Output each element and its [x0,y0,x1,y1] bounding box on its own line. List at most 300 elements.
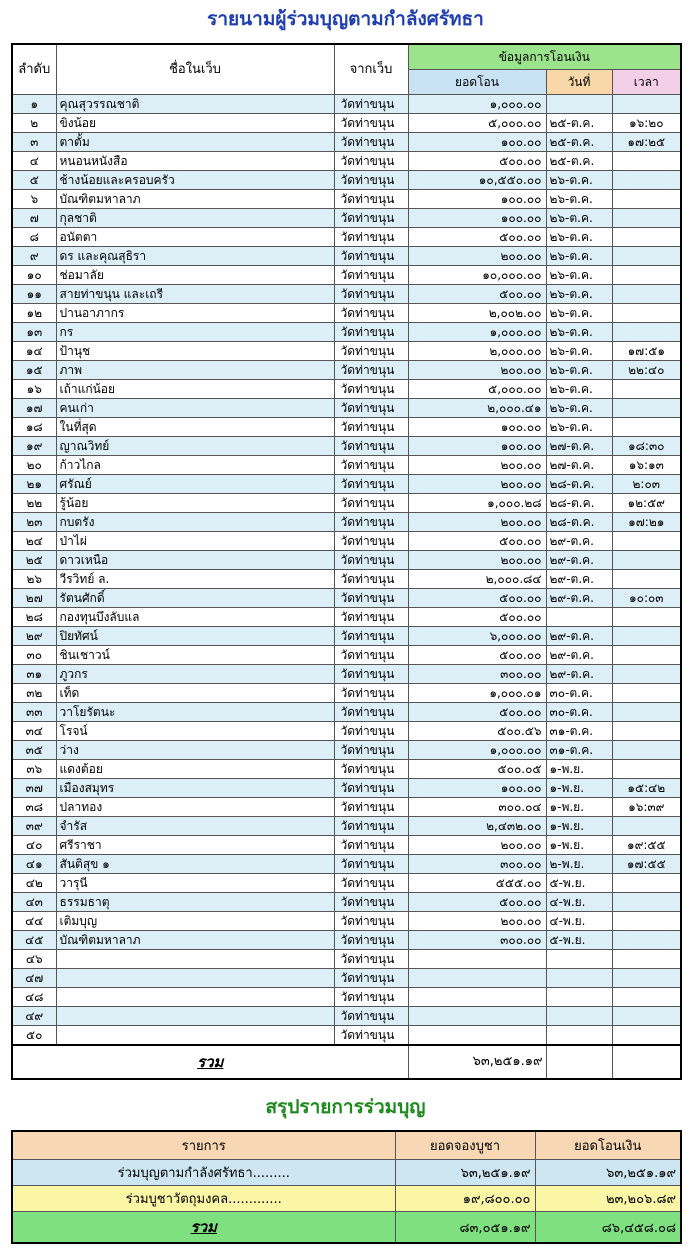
row-date: ๒๖-ต.ค. [546,323,612,342]
row-date: ๒๖-ต.ค. [546,304,612,323]
row-name [56,1026,334,1046]
row-time [612,171,681,190]
row-index: ๑๙ [12,437,56,456]
row-index: ๓๖ [12,760,56,779]
row-from: วัดท่าขนุน [334,988,408,1007]
row-amount: ๕๐๐.๐๐ [408,532,546,551]
summary-transferred: ๒๓,๒๐๖.๘๙ [535,1186,681,1212]
row-time [612,874,681,893]
row-date: ๒๙-ต.ค. [546,532,612,551]
row-index: ๓๓ [12,703,56,722]
row-name: ตาตั้ม [56,133,334,152]
row-name: บัณฑิตมหาลาภ [56,931,334,950]
table-row [12,760,681,779]
row-from: วัดท่าขนุน [334,760,408,779]
row-name: กุลชาติ [56,209,334,228]
row-index: ๙ [12,247,56,266]
row-from: วัดท่าขนุน [334,1026,408,1046]
row-name: กองทุนบึงลับแล [56,608,334,627]
row-amount: ๓๐๐.๐๐ [408,855,546,874]
row-amount: ๑๐๐.๐๐ [408,437,546,456]
table-row [12,969,681,988]
row-amount: ๓๐๐.๐๐ [408,665,546,684]
table-row [12,133,681,152]
row-from: วัดท่าขนุน [334,969,408,988]
table-row [12,836,681,855]
row-from: วัดท่าขนุน [334,342,408,361]
row-time [612,627,681,646]
row-from: วัดท่าขนุน [334,703,408,722]
table-row [12,171,681,190]
row-from: วัดท่าขนุน [334,950,408,969]
row-from: วัดท่าขนุน [334,684,408,703]
table-row [12,95,681,114]
row-time [612,722,681,741]
row-name: ภูวกร [56,665,334,684]
row-from: วัดท่าขนุน [334,285,408,304]
row-date [546,950,612,969]
row-time [612,703,681,722]
row-name: ขิงน้อย [56,114,334,133]
row-name: ช่อมาลัย [56,266,334,285]
row-amount: ๕๐๐.๐๐ [408,703,546,722]
table-row [12,931,681,950]
summary-row [12,1186,681,1212]
row-amount: ๑๐๐.๐๐ [408,133,546,152]
row-time [612,304,681,323]
row-time: ๑๗:๕๕ [612,855,681,874]
row-time: ๑๕:๔๒ [612,779,681,798]
row-from: วัดท่าขนุน [334,836,408,855]
row-date: ๕-พ.ย. [546,931,612,950]
table-row [12,285,681,304]
row-time [612,399,681,418]
row-index: ๓๕ [12,741,56,760]
row-amount: ๒๐๐.๐๐ [408,912,546,931]
row-time [612,893,681,912]
row-time: ๑๒:๕๙ [612,494,681,513]
row-name: ป่าไผ่ [56,532,334,551]
row-index: ๔๓ [12,893,56,912]
total-label: รวม [12,1045,408,1079]
row-from: วัดท่าขนุน [334,551,408,570]
row-from: วัดท่าขนุน [334,646,408,665]
table-row [12,741,681,760]
row-time: ๑๖:๑๓ [612,456,681,475]
row-amount: ๕๐๐.๐๐ [408,285,546,304]
row-amount: ๕,๐๐๐.๐๐ [408,380,546,399]
table-row [12,247,681,266]
table-row [12,779,681,798]
row-from: วัดท่าขนุน [334,266,408,285]
row-index: ๕๐ [12,1026,56,1046]
row-date [546,1026,612,1046]
row-amount: ๑๐๐.๐๐ [408,418,546,437]
row-amount: ๑,๐๐๐.๐๐ [408,323,546,342]
row-amount: ๒๐๐.๐๐ [408,361,546,380]
row-index: ๒๘ [12,608,56,627]
row-name: ปานอาภากร [56,304,334,323]
row-date: ๒๖-ต.ค. [546,247,612,266]
row-index: ๒๐ [12,456,56,475]
row-name: ชินเชาวน์ [56,646,334,665]
row-index: ๓๐ [12,646,56,665]
row-date: ๒๕-ต.ค. [546,133,612,152]
row-time [612,931,681,950]
row-index: ๔๗ [12,969,56,988]
row-time [612,969,681,988]
row-date: ๒๖-ต.ค. [546,399,612,418]
table-row [12,1007,681,1026]
row-amount [408,988,546,1007]
table-row [12,722,681,741]
summary-header-item: รายการ [12,1131,395,1160]
table-row [12,874,681,893]
row-index: ๑ [12,95,56,114]
row-date: ๒๖-ต.ค. [546,190,612,209]
row-name: ดร และคุณสุธิรา [56,247,334,266]
row-from: วัดท่าขนุน [334,190,408,209]
row-name: เถ้าแก่น้อย [56,380,334,399]
row-from: วัดท่าขนุน [334,380,408,399]
row-from: วัดท่าขนุน [334,532,408,551]
row-index: ๑๔ [12,342,56,361]
row-time: ๒:๐๓ [612,475,681,494]
table-row [12,513,681,532]
row-time [612,741,681,760]
row-name: วีรวิทย์ ล. [56,570,334,589]
row-date: ๒๙-ต.ค. [546,665,612,684]
row-amount: ๕๐๐.๐๐ [408,646,546,665]
row-name: อนัตตา [56,228,334,247]
row-time [612,190,681,209]
row-name: ปิยทัศน์ [56,627,334,646]
row-date: ๒๙-ต.ค. [546,589,612,608]
summary-table [11,1130,682,1244]
row-time [612,418,681,437]
table-row [12,589,681,608]
summary-transferred: ๖๓,๒๕๑.๑๙ [535,1160,681,1186]
row-amount: ๑,๐๐๐.๐๐ [408,741,546,760]
row-name: วาโยรัตนะ [56,703,334,722]
row-name: เท็ด [56,684,334,703]
summary-row [12,1160,681,1186]
row-amount: ๑๐,๐๐๐.๐๐ [408,266,546,285]
table-row [12,228,681,247]
row-amount: ๕๐๐.๐๐ [408,152,546,171]
row-index: ๔๔ [12,912,56,931]
row-amount: ๑๐๐.๐๐ [408,190,546,209]
row-amount: ๑,๐๐๐.๒๘ [408,494,546,513]
row-index: ๒๕ [12,551,56,570]
row-date: ๒๘-ต.ค. [546,475,612,494]
total-date-empty [546,1045,612,1079]
total-amount: ๖๓,๒๕๑.๑๙ [408,1045,546,1079]
row-date: ๒๘-ต.ค. [546,494,612,513]
row-time [612,380,681,399]
row-index: ๑๐ [12,266,56,285]
row-amount: ๑๐,๕๕๐.๐๐ [408,171,546,190]
row-time [612,266,681,285]
row-index: ๘ [12,228,56,247]
row-index: ๒๙ [12,627,56,646]
row-time: ๑๙:๕๕ [612,836,681,855]
row-amount [408,950,546,969]
row-name: ปลาทอง [56,798,334,817]
row-name: เมืองสมุทร [56,779,334,798]
row-name: ญาณวิทย์ [56,437,334,456]
row-date: ๒๙-ต.ค. [546,551,612,570]
row-index: ๑๘ [12,418,56,437]
row-time [612,152,681,171]
table-row [12,665,681,684]
table-row [12,988,681,1007]
row-amount: ๕๐๐.๐๐ [408,608,546,627]
table-row [12,627,681,646]
row-amount: ๒๐๐.๐๐ [408,247,546,266]
row-from: วัดท่าขนุน [334,893,408,912]
row-from: วัดท่าขนุน [334,361,408,380]
row-time [612,532,681,551]
row-index: ๓๗ [12,779,56,798]
row-from: วัดท่าขนุน [334,475,408,494]
row-name: บัณฑิตมหาลาภ [56,190,334,209]
summary-total-row [12,1212,681,1244]
row-amount: ๒๐๐.๐๐ [408,456,546,475]
row-date: ๓๐-ต.ค. [546,684,612,703]
row-index: ๓ [12,133,56,152]
row-time: ๑๐:๐๓ [612,589,681,608]
row-from: วัดท่าขนุน [334,627,408,646]
row-from: วัดท่าขนุน [334,589,408,608]
row-amount: ๕๐๐.๕๖ [408,722,546,741]
row-date: ๓๐-ต.ค. [546,703,612,722]
row-time [612,551,681,570]
row-index: ๔๕ [12,931,56,950]
row-date: ๕-พ.ย. [546,874,612,893]
row-date: ๒๗-ต.ค. [546,437,612,456]
row-index: ๔๘ [12,988,56,1007]
row-time: ๑๗:๕๑ [612,342,681,361]
donor-table [11,43,682,1080]
row-index: ๕ [12,171,56,190]
row-time [612,95,681,114]
row-amount: ๕๐๐.๐๐ [408,589,546,608]
row-time [612,684,681,703]
row-name: ป้านุช [56,342,334,361]
row-time [612,665,681,684]
row-date: ๑-พ.ย. [546,817,612,836]
row-from: วัดท่าขนุน [334,874,408,893]
row-name: รัตนศักดิ์ [56,589,334,608]
row-time [612,228,681,247]
row-time: ๑๖:๓๙ [612,798,681,817]
row-index: ๒๗ [12,589,56,608]
table-row [12,893,681,912]
row-index: ๓๙ [12,817,56,836]
table-row [12,950,681,969]
table-row [12,855,681,874]
row-amount: ๒,๐๐๐.๐๐ [408,342,546,361]
summary-item: ร่วมบุญตามกำลังศรัทธา......... [12,1160,395,1186]
row-amount: ๑๐๐.๐๐ [408,779,546,798]
row-index: ๗ [12,209,56,228]
row-name: ศรีราชา [56,836,334,855]
row-time [612,570,681,589]
row-date: ๒๖-ต.ค. [546,266,612,285]
table-row [12,703,681,722]
row-time: ๑๖:๒๐ [612,114,681,133]
table-row [12,361,681,380]
row-amount: ๕๐๐.๐๐ [408,228,546,247]
row-date: ๓๑-ต.ค. [546,741,612,760]
row-from: วัดท่าขนุน [334,323,408,342]
row-name: วารุนี [56,874,334,893]
row-from: วัดท่าขนุน [334,133,408,152]
row-name: แดงต้อย [56,760,334,779]
row-time [612,608,681,627]
row-amount: ๖,๐๐๐.๐๐ [408,627,546,646]
row-from: วัดท่าขนุน [334,741,408,760]
row-from: วัดท่าขนุน [334,779,408,798]
row-from: วัดท่าขนุน [334,304,408,323]
row-date [546,608,612,627]
table-row [12,475,681,494]
table-row [12,570,681,589]
row-from: วัดท่าขนุน [334,456,408,475]
summary-total-pledged: ๘๓,๐๕๑.๑๙ [395,1212,535,1244]
row-date: ๒๗-ต.ค. [546,456,612,475]
row-date: ๒๕-ต.ค. [546,152,612,171]
table-row [12,456,681,475]
table-row [12,323,681,342]
row-amount: ๒,๐๐๒.๐๐ [408,304,546,323]
row-date: ๒๖-ต.ค. [546,285,612,304]
row-date: ๔-พ.ย. [546,893,612,912]
row-from: วัดท่าขนุน [334,152,408,171]
row-date: ๒๙-ต.ค. [546,570,612,589]
row-time [612,247,681,266]
summary-item: ร่วมบูชาวัตถุมงคล............. [12,1186,395,1212]
row-from: วัดท่าขนุน [334,912,408,931]
row-name [56,969,334,988]
row-date: ๑-พ.ย. [546,779,612,798]
row-from: วัดท่าขนุน [334,247,408,266]
row-index: ๑๕ [12,361,56,380]
row-date: ๒๘-ต.ค. [546,513,612,532]
row-date: ๒๖-ต.ค. [546,171,612,190]
row-index: ๒๔ [12,532,56,551]
row-date: ๑-พ.ย. [546,836,612,855]
row-amount [408,1007,546,1026]
row-name: โรจน์ [56,722,334,741]
row-from: วัดท่าขนุน [334,95,408,114]
row-from: วัดท่าขนุน [334,722,408,741]
row-from: วัดท่าขนุน [334,228,408,247]
row-name: ดาวเหนือ [56,551,334,570]
row-time: ๑๗:๒๕ [612,133,681,152]
row-index: ๓๑ [12,665,56,684]
row-name: เติมบุญ [56,912,334,931]
row-date: ๒๖-ต.ค. [546,228,612,247]
row-time [612,323,681,342]
row-name: จำรัส [56,817,334,836]
row-name: ก้าวไกล [56,456,334,475]
row-date: ๒๖-ต.ค. [546,342,612,361]
row-amount [408,1026,546,1046]
row-time [612,209,681,228]
row-date [546,1007,612,1026]
row-index: ๔๖ [12,950,56,969]
row-date [546,95,612,114]
table-row [12,608,681,627]
row-index: ๓๒ [12,684,56,703]
row-amount: ๒๐๐.๐๐ [408,551,546,570]
row-name: รู้น้อย [56,494,334,513]
row-time: ๒๒:๔๐ [612,361,681,380]
row-from: วัดท่าขนุน [334,665,408,684]
row-from: วัดท่าขนุน [334,570,408,589]
row-index: ๒๖ [12,570,56,589]
row-time [612,285,681,304]
row-date: ๒๙-ต.ค. [546,646,612,665]
row-name: ช้างน้อยและครอบครัว [56,171,334,190]
row-amount: ๕๐๐.๐๐ [408,893,546,912]
row-name: ว่าง [56,741,334,760]
total-time-empty [612,1045,681,1079]
row-from: วัดท่าขนุน [334,437,408,456]
row-index: ๑๖ [12,380,56,399]
row-date: ๑-พ.ย. [546,760,612,779]
table-row [12,342,681,361]
header-from: จากเว็บ [334,44,408,95]
table-row [12,418,681,437]
table-row [12,209,681,228]
row-from: วัดท่าขนุน [334,855,408,874]
row-date: ๒๖-ต.ค. [546,209,612,228]
row-from: วัดท่าขนุน [334,513,408,532]
row-time [612,817,681,836]
row-amount: ๑,๐๐๐.๐๑ [408,684,546,703]
row-from: วัดท่าขนุน [334,817,408,836]
table-row [12,380,681,399]
row-amount: ๒,๐๐๐.๘๔ [408,570,546,589]
table-row [12,494,681,513]
row-time: ๑๗:๒๑ [612,513,681,532]
summary-pledged: ๑๙,๘๐๐.๐๐ [395,1186,535,1212]
row-index: ๑๒ [12,304,56,323]
row-amount [408,969,546,988]
table-row [12,817,681,836]
row-from: วัดท่าขนุน [334,608,408,627]
row-date: ๒-พ.ย. [546,855,612,874]
row-name [56,1007,334,1026]
header-transfer-info: ข้อมูลการโอนเงิน [408,44,681,70]
row-name [56,950,334,969]
row-name: สายท่าขนุน และเถรี [56,285,334,304]
table-row [12,646,681,665]
table-row [12,190,681,209]
row-name: ธรรมธาตุ [56,893,334,912]
row-from: วัดท่าขนุน [334,418,408,437]
row-amount: ๑๐๐.๐๐ [408,209,546,228]
row-index: ๒๓ [12,513,56,532]
row-name: สันติสุข ๑ [56,855,334,874]
row-date [546,969,612,988]
table-row [12,266,681,285]
row-index: ๑๓ [12,323,56,342]
row-amount: ๒๐๐.๐๐ [408,836,546,855]
